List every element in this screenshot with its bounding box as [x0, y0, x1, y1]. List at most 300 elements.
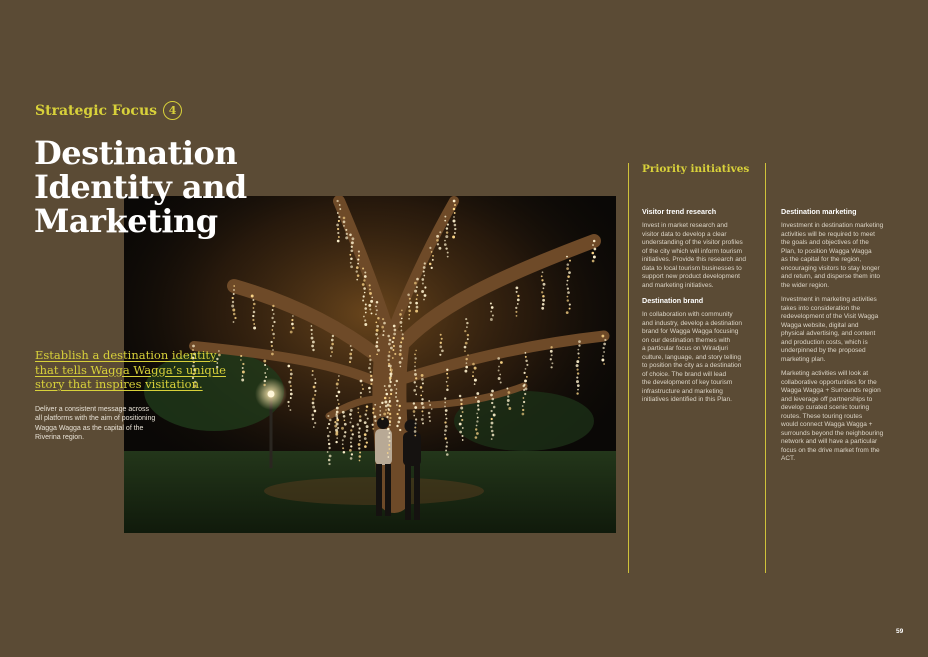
light-bulb [337, 399, 339, 401]
light-bulb [364, 445, 367, 448]
light-bulb [291, 323, 294, 326]
light-bulb [376, 329, 379, 332]
light-bulb [364, 421, 367, 424]
light-bulb [337, 228, 339, 230]
light-bulb [362, 300, 364, 302]
light-bulb [360, 392, 362, 394]
light-bulb [389, 397, 391, 399]
light-bulb [445, 425, 448, 428]
light-bulb [242, 363, 244, 365]
light-bulb [453, 200, 456, 203]
light-bulb [423, 266, 426, 269]
light-bulb [359, 451, 361, 453]
light-bulb [288, 405, 290, 407]
tagline-line: Establish a destination identity [35, 348, 217, 362]
light-bulb [491, 390, 494, 393]
light-bulb [420, 395, 422, 397]
light-bulb [444, 220, 446, 222]
light-bulb [424, 286, 426, 288]
light-bulb [342, 447, 344, 449]
light-bulb [399, 353, 402, 356]
text-line: as the capital for the region, [781, 256, 862, 263]
light-bulb [388, 444, 390, 446]
light-bulb [350, 249, 353, 252]
light-bulb [357, 274, 360, 277]
light-bulb [341, 427, 344, 430]
light-bulb [551, 362, 553, 364]
light-bulb [263, 360, 266, 363]
light-bulb [272, 325, 274, 327]
light-bulb [358, 431, 360, 433]
light-bulb [232, 309, 235, 312]
light-bulb [387, 335, 390, 338]
light-bulb [381, 402, 383, 404]
light-bulb [428, 416, 430, 418]
light-bulb [421, 402, 424, 405]
light-bulb [421, 398, 423, 400]
light-bulb [385, 389, 387, 391]
light-bulb [401, 357, 403, 359]
light-bulb [465, 358, 467, 360]
light-bulb [350, 258, 353, 261]
light-bulb [264, 364, 266, 366]
light-bulb [331, 343, 334, 346]
light-bulb [444, 406, 446, 408]
text-line: data to local tourism businesses to [642, 264, 742, 272]
light-bulb [336, 417, 338, 419]
light-bulb [402, 333, 404, 335]
light-bulb [421, 410, 423, 412]
light-bulb [399, 361, 402, 364]
light-bulb [328, 459, 331, 462]
light-bulb [336, 437, 338, 439]
light-bulb [332, 335, 334, 337]
light-bulb [414, 430, 417, 433]
light-bulb [342, 411, 345, 414]
light-bulb [423, 270, 425, 272]
light-bulb [577, 349, 579, 351]
light-bulb [593, 256, 596, 259]
light-bulb [477, 404, 479, 406]
light-bulb [447, 385, 449, 387]
light-bulb [337, 240, 340, 243]
light-bulb [363, 316, 365, 318]
light-bulb [288, 381, 291, 384]
light-bulb [431, 251, 433, 253]
light-bulb [415, 418, 417, 420]
light-bulb [382, 334, 384, 336]
light-bulb [312, 398, 315, 401]
light-bulb [525, 368, 527, 370]
light-bulb [591, 252, 594, 255]
tagline [35, 348, 235, 392]
light-bulb [390, 375, 392, 377]
light-bulb [327, 451, 329, 453]
light-bulb [566, 256, 568, 258]
light-bulb [428, 400, 430, 402]
light-bulb [311, 374, 313, 376]
text-line: the goals and objectives of the [781, 239, 869, 246]
light-bulb [400, 366, 402, 368]
light-bulb [371, 297, 373, 299]
light-bulb [336, 200, 338, 202]
light-bulb [364, 323, 367, 326]
light-bulb [446, 389, 449, 392]
light-bulb [338, 375, 340, 377]
light-bulb [421, 290, 424, 293]
light-bulb [345, 236, 348, 239]
light-bulb [578, 344, 580, 346]
light-bulb [454, 228, 456, 230]
light-bulb [383, 413, 386, 416]
light-bulb [387, 428, 390, 431]
light-bulb [369, 355, 371, 357]
light-bulb [593, 240, 596, 243]
light-bulb [233, 321, 235, 323]
text-line: surrounds beyond the neighbouring [781, 429, 884, 437]
light-bulb [357, 412, 359, 414]
light-bulb [390, 347, 393, 350]
text-line: a particular focus on Wiradjuri [642, 345, 728, 352]
light-bulb [475, 397, 477, 399]
light-bulb [446, 381, 448, 383]
light-bulb [265, 376, 267, 378]
light-bulb [398, 417, 401, 420]
light-bulb [491, 422, 494, 425]
light-bulb [358, 443, 361, 446]
light-bulb [400, 349, 402, 351]
text-line: ACT. [781, 455, 796, 462]
light-bulb [327, 427, 329, 429]
light-bulb [337, 379, 339, 381]
light-bulb [351, 349, 353, 351]
light-bulb [447, 252, 449, 254]
light-bulb [360, 396, 362, 398]
text-line: Wagga Wagga + Surrounds region [781, 387, 881, 394]
light-bulb [444, 434, 446, 436]
light-bulb [477, 417, 479, 419]
light-bulb [444, 240, 446, 242]
light-bulb [346, 233, 348, 235]
light-bulb [253, 311, 256, 314]
light-bulb [399, 345, 402, 348]
light-bulb [522, 405, 524, 407]
light-bulb [363, 287, 366, 290]
light-bulb [242, 375, 244, 377]
text-line: and leverage off partnerships to [781, 395, 873, 403]
light-bulb [462, 427, 464, 429]
light-bulb [515, 307, 517, 309]
light-bulb [328, 447, 330, 449]
text-line: Invest in market research and [642, 222, 728, 229]
light-bulb [409, 298, 411, 300]
light-bulb [384, 397, 387, 400]
light-bulb [476, 413, 478, 415]
light-bulb [312, 349, 314, 351]
light-bulb [567, 288, 569, 290]
light-bulb [387, 456, 389, 458]
light-bulb [389, 417, 391, 419]
light-bulb [366, 425, 369, 428]
light-bulb [370, 375, 372, 377]
light-bulb [476, 425, 478, 427]
light-bulb [397, 421, 400, 424]
light-bulb [414, 366, 416, 368]
light-bulb [343, 435, 346, 438]
light-bulb [361, 384, 363, 386]
light-bulb [350, 457, 353, 460]
light-bulb [401, 318, 403, 320]
light-bulb [440, 342, 442, 344]
text-line: on our destination themes with [642, 336, 731, 344]
text-line: physical advertising, and content [781, 330, 876, 337]
light-bulb [460, 403, 462, 405]
text-line: Investment in marketing activities [781, 296, 877, 303]
light-bulb [491, 402, 493, 404]
light-bulb [366, 441, 368, 443]
light-bulb [290, 373, 293, 376]
light-bulb [287, 365, 290, 368]
light-bulb [566, 311, 569, 314]
light-bulb [233, 285, 235, 287]
light-bulb [351, 433, 353, 435]
light-bulb [576, 380, 579, 383]
light-bulb [331, 351, 333, 353]
light-bulb [578, 357, 580, 359]
light-bulb [338, 403, 340, 405]
light-bulb [342, 439, 344, 441]
light-bulb [507, 403, 509, 405]
light-bulb [408, 306, 410, 308]
light-bulb [550, 358, 552, 360]
page-title-line: Identity and [34, 168, 247, 206]
light-bulb [414, 426, 416, 428]
light-bulb [465, 366, 468, 369]
text-line: visitor data to develop a clear [642, 230, 727, 238]
light-bulb [264, 380, 266, 382]
light-bulb [364, 433, 367, 436]
light-bulb [393, 325, 396, 328]
light-bulb [339, 204, 341, 206]
light-bulb [453, 208, 456, 211]
light-bulb [396, 404, 398, 406]
light-bulb [292, 315, 294, 317]
light-bulb [423, 299, 425, 301]
light-bulb [338, 216, 340, 218]
light-bulb [401, 326, 403, 328]
text-line: In collaboration with community [642, 311, 733, 318]
light-bulb [242, 371, 245, 374]
light-bulb [372, 424, 374, 426]
light-bulb [312, 406, 315, 409]
section-paragraph [781, 296, 916, 364]
light-bulb [421, 378, 424, 381]
light-bulb [335, 429, 338, 432]
light-bulb [369, 359, 371, 361]
light-bulb [336, 407, 339, 410]
light-bulb [331, 339, 334, 342]
light-bulb [577, 389, 579, 391]
tagline-line: that tells Wagga Wagga’s unique [35, 362, 226, 377]
lead-line: Riverina region. [35, 433, 85, 441]
light-bulb [369, 292, 372, 295]
light-bulb [460, 399, 463, 402]
text-line: encouraging visitors to stay longer [781, 264, 880, 272]
light-bulb [369, 391, 371, 393]
light-bulb [525, 360, 527, 362]
light-bulb [252, 299, 254, 301]
light-bulb [523, 385, 525, 387]
light-bulb [445, 409, 448, 412]
light-bulb [506, 388, 508, 390]
light-bulb [358, 251, 360, 253]
light-bulb [542, 295, 545, 298]
light-bulb [490, 318, 493, 321]
light-bulb [517, 295, 519, 297]
light-bulb [311, 414, 314, 417]
light-bulb [364, 307, 367, 310]
light-bulb [267, 368, 269, 370]
light-bulb [314, 410, 317, 413]
text-line: the development of key tourism [642, 379, 733, 386]
light-bulb [375, 333, 378, 336]
light-bulb [578, 340, 581, 343]
light-bulb [415, 302, 418, 305]
light-bulb [414, 373, 417, 376]
light-bulb [567, 280, 569, 282]
light-bulb [388, 385, 391, 388]
text-line: underpinned by the proposed [781, 347, 866, 354]
light-bulb [399, 429, 401, 431]
light-bulb [566, 284, 568, 286]
light-bulb [290, 393, 293, 396]
priority-initiatives-heading: Priority initiatives [642, 163, 750, 175]
light-bulb [374, 404, 376, 406]
light-bulb [389, 381, 391, 383]
light-bulb [394, 384, 396, 386]
light-bulb [387, 452, 389, 454]
text-line: to position the city as a destination [642, 362, 742, 369]
light-bulb [492, 314, 494, 316]
text-line: routes. These touring routes [781, 412, 863, 420]
light-bulb [349, 353, 352, 356]
light-bulb [389, 413, 391, 415]
light-bulb [337, 427, 339, 429]
light-bulb [446, 227, 448, 229]
light-bulb [390, 369, 393, 372]
light-bulb [409, 314, 411, 316]
text-line: and industry, develop a destination [642, 319, 742, 327]
light-bulb [314, 382, 316, 384]
light-bulb [408, 318, 410, 320]
light-bulb [422, 391, 424, 393]
light-bulb [344, 423, 347, 426]
light-bulb [232, 301, 234, 303]
light-bulb [272, 305, 274, 307]
text-line: initiatives identified in this Plan. [642, 396, 732, 403]
light-bulb [312, 402, 315, 405]
light-bulb [233, 289, 235, 291]
light-bulb [477, 400, 480, 403]
light-bulb [379, 414, 381, 416]
light-bulb [408, 309, 411, 312]
light-bulb [376, 341, 378, 343]
light-bulb [429, 247, 431, 249]
light-bulb [311, 325, 313, 327]
light-bulb [441, 349, 444, 352]
light-bulb [602, 355, 604, 357]
light-bulb [422, 382, 424, 384]
light-bulb [328, 463, 330, 465]
light-bulb [466, 322, 468, 324]
light-bulb [327, 435, 330, 438]
text-line: collaborative opportunities for the [781, 378, 877, 386]
text-line: brand for Wagga Wagga focusing [642, 328, 739, 335]
light-bulb [389, 339, 392, 342]
light-bulb [525, 356, 527, 358]
light-bulb [508, 391, 511, 394]
light-bulb [491, 306, 494, 309]
light-bulb [414, 406, 417, 409]
light-bulb [498, 370, 500, 372]
light-bulb [594, 248, 597, 251]
light-bulb [467, 338, 469, 340]
text-line: and production costs, which is [781, 338, 868, 346]
light-bulb [474, 367, 477, 370]
light-bulb [387, 359, 389, 361]
light-bulb [444, 402, 446, 404]
light-bulb [465, 342, 468, 345]
light-bulb [242, 367, 244, 369]
light-bulb [349, 449, 352, 452]
light-bulb [385, 409, 387, 411]
light-bulb [396, 380, 399, 383]
light-bulb [542, 303, 545, 306]
light-bulb [414, 290, 417, 293]
light-bulb [437, 243, 439, 245]
light-bulb [253, 323, 255, 325]
light-bulb [370, 383, 372, 385]
light-bulb [493, 406, 496, 409]
light-bulb [330, 347, 333, 350]
light-bulb [310, 329, 312, 331]
light-bulb [364, 319, 366, 321]
light-bulb [603, 343, 606, 346]
light-bulb [420, 386, 423, 389]
light-bulb [375, 313, 377, 315]
text-line: Plan, to position Wagga Wagga [781, 247, 872, 255]
light-bulb [416, 386, 418, 388]
section-heading-destination-brand: Destination brand [642, 296, 704, 305]
light-bulb [390, 371, 392, 373]
light-bulb [444, 421, 446, 423]
light-bulb [336, 395, 338, 397]
light-bulb [464, 350, 466, 352]
light-bulb [356, 266, 359, 269]
light-bulb [329, 431, 331, 433]
lead-line: all platforms with the aim of positioning [35, 415, 156, 423]
lead-paragraph [35, 405, 185, 442]
light-bulb [290, 377, 292, 379]
light-bulb [577, 353, 579, 355]
light-bulb [542, 271, 544, 273]
light-bulb [415, 310, 418, 313]
page-title-line: Destination [34, 134, 238, 172]
light-bulb [376, 301, 379, 304]
light-bulb [567, 275, 570, 278]
light-bulb [364, 271, 366, 273]
light-bulb [271, 329, 273, 331]
